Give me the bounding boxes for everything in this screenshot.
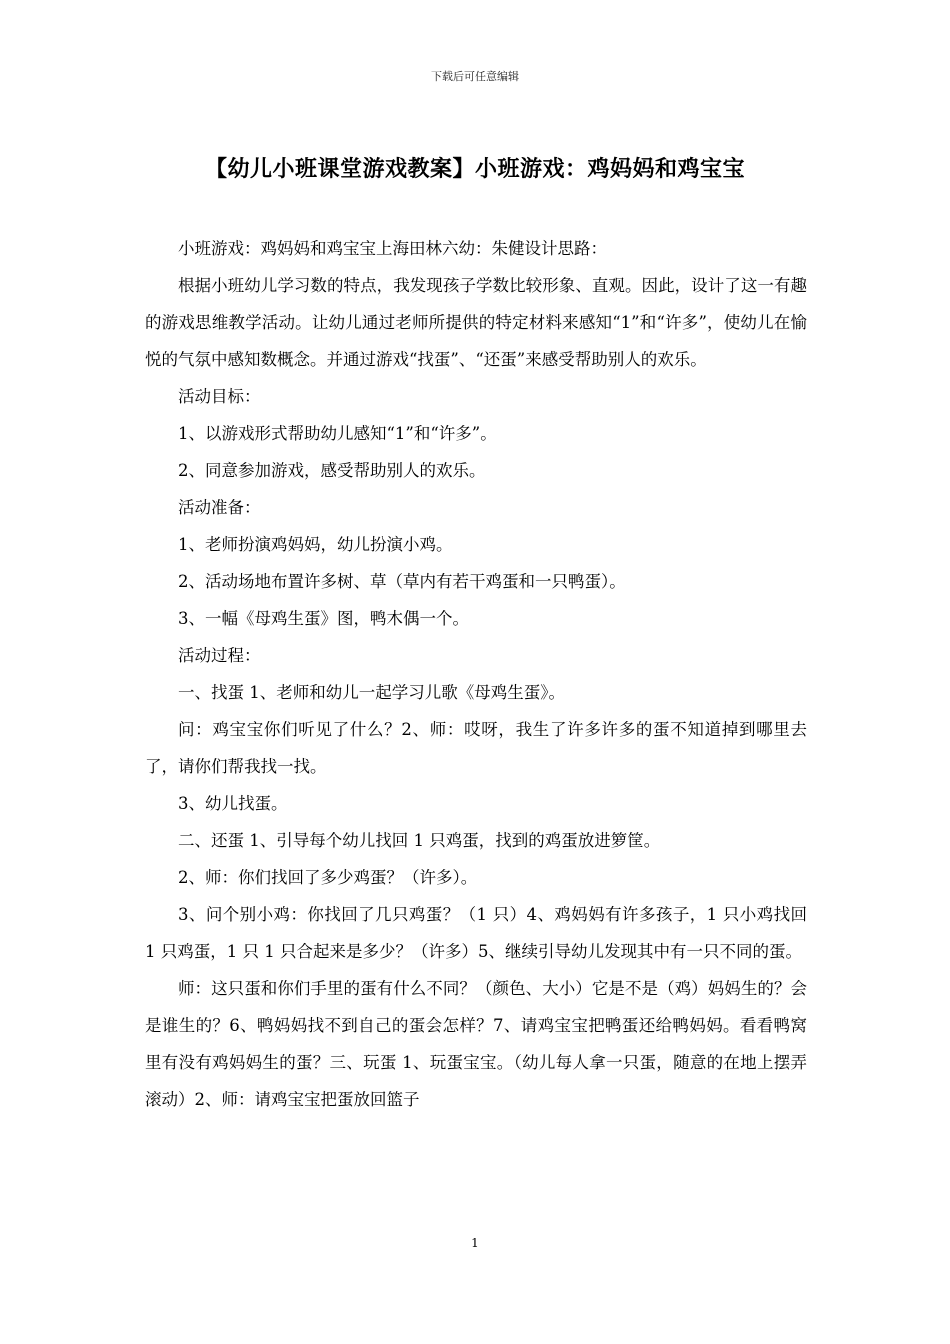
document-body [145, 230, 807, 1118]
paragraph: 2、同意参加游戏，感受帮助别人的欢乐。 [178, 461, 486, 480]
paragraph: 二、还蛋 1、引导每个幼儿找回 1 只鸡蛋，找到的鸡蛋放进箩筐。 [178, 831, 661, 850]
paragraph: 小班游戏：鸡妈妈和鸡宝宝上海田林六幼：朱健设计思路： [178, 239, 607, 258]
paragraph: 活动准备： [178, 498, 261, 517]
paragraph: 一、找蛋 1、老师和幼儿一起学习儿歌《母鸡生蛋》。 [178, 683, 565, 702]
paragraph: 1、以游戏形式帮助幼儿感知“1”和“许多”。 [178, 424, 497, 443]
paragraph: 2、师：你们找回了多少鸡蛋？（许多）。 [178, 868, 478, 887]
paragraph: 师：这只蛋和你们手里的蛋有什么不同？（颜色、大小）它是不是（鸡）妈妈生的？会是谁生的？6、鸭妈妈找不到自己的蛋会怎样？7、请鸡宝宝把鸭蛋还给鸭妈妈。看看鸭窝里有没有鸡妈妈生的蛋？三、玩蛋 1、玩蛋宝宝。（幼儿每人拿一只蛋，随意的在地上摆弄滚动）2、师：请鸡宝宝把蛋放回篮子 [145, 979, 807, 1109]
paragraph: 根据小班幼儿学习数的特点，我发现孩子学数比较形象、直观。因此，设计了这一有趣的游戏思维教学活动。让幼儿通过老师所提供的特定材料来感知“1”和“许多”，使幼儿在愉悦的气氛中感知数概念。并通过游戏“找蛋”、“还蛋”来感受帮助别人的欢乐。 [145, 276, 807, 369]
paragraph: 3、问个别小鸡：你找回了几只鸡蛋？（1 只）4、鸡妈妈有许多孩子，1 只小鸡找回 1 只鸡蛋，1 只 1 只合起来是多少？（许多）5、继续引导幼儿发现其中有一只不同的蛋。 [145, 905, 807, 961]
header-note: 下载后可任意编辑 [431, 70, 519, 83]
paragraph: 3、幼儿找蛋。 [178, 794, 288, 813]
paragraph: 3、一幅《母鸡生蛋》图，鸭木偶一个。 [178, 609, 469, 628]
page-number: 1 [471, 1236, 479, 1250]
document-title: 【幼儿小班课堂游戏教案】小班游戏：鸡妈妈和鸡宝宝 [204, 156, 745, 182]
paragraph: 问：鸡宝宝你们听见了什么？2、师：哎呀，我生了许多许多的蛋不知道掉到哪里去了，请你们帮我找一找。 [145, 720, 807, 776]
paragraph: 1、老师扮演鸡妈妈，幼儿扮演小鸡。 [178, 535, 453, 554]
paragraph: 活动过程： [178, 646, 261, 665]
paragraph: 2、活动场地布置许多树、草（草内有若干鸡蛋和一只鸭蛋）。 [178, 572, 626, 591]
paragraph: 活动目标： [178, 387, 261, 406]
